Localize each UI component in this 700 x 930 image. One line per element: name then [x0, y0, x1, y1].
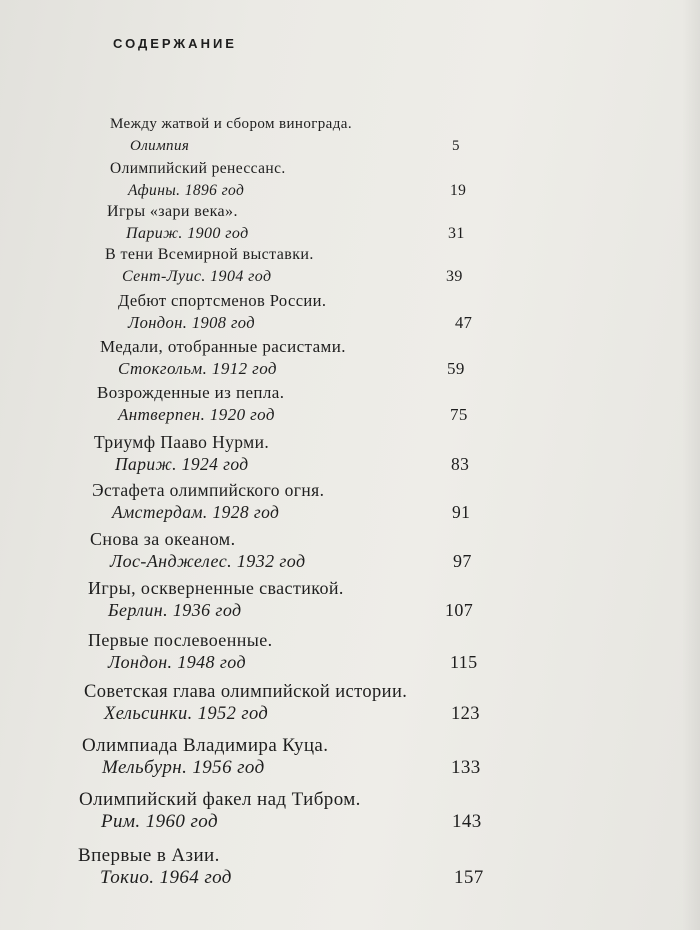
- toc-entry-title: Эстафета олимпийского огня.: [92, 480, 325, 500]
- toc-entry-place-year: Мельбурн. 1956 год: [102, 757, 265, 778]
- toc-entry-page-number: 83: [451, 454, 470, 474]
- toc-entry-page-number: 91: [452, 502, 471, 522]
- toc-entry-title: Советская глава олимпийской истории.: [84, 682, 408, 702]
- toc-entry: [0, 735, 700, 783]
- toc-entry: [0, 246, 700, 294]
- toc-entry: [0, 845, 700, 893]
- toc-entry-place-year: Афины. 1896 год: [128, 182, 245, 199]
- page-edge-shadow: [682, 0, 700, 930]
- toc-entry-page-number: 19: [450, 182, 467, 199]
- toc-entry-place-year: Олимпия: [130, 138, 190, 154]
- toc-entry: [0, 337, 700, 385]
- toc-entry-title: Впервые в Азии.: [78, 845, 220, 866]
- toc-entry-page-number: 115: [450, 652, 478, 672]
- toc-entry: [0, 116, 700, 164]
- toc-entry: [0, 789, 700, 837]
- toc-entry-page-number: 59: [447, 359, 465, 378]
- toc-entry-place-year: Лондон. 1908 год: [128, 313, 255, 332]
- toc-entry: [0, 383, 700, 431]
- toc-entry-title: Медали, отобранные расистами.: [100, 337, 346, 356]
- toc-entry-place-year: Токио. 1964 год: [100, 867, 232, 888]
- toc-entry-place-year: Стокгольм. 1912 год: [118, 359, 277, 378]
- toc-entry-title: В тени Всемирной выставки.: [105, 246, 314, 263]
- toc-entry-page-number: 123: [451, 704, 480, 724]
- toc-entry-place-year: Лос-Анджелес. 1932 год: [110, 551, 306, 571]
- toc-entry-title: Игры «зари века».: [107, 203, 238, 220]
- toc-entry-place-year: Сент-Луис. 1904 год: [122, 268, 272, 285]
- toc-entry: [0, 682, 700, 730]
- toc-entry-place-year: Амстердам. 1928 год: [112, 502, 280, 522]
- toc-entry-page-number: 31: [448, 225, 465, 242]
- toc-entry-title: Триумф Пааво Нурми.: [94, 432, 270, 452]
- toc-entry: [0, 291, 700, 339]
- toc-entry: [0, 432, 700, 480]
- toc-entry-title: Олимпиада Владимира Куца.: [82, 735, 329, 756]
- toc-entry-place-year: Лондон. 1948 год: [108, 652, 246, 672]
- toc-entry-page-number: 39: [446, 268, 463, 285]
- toc-entry-place-year: Антверпен. 1920 год: [118, 405, 275, 424]
- toc-entry-place-year: Берлин. 1936 год: [108, 600, 242, 620]
- toc-entry-title: Между жатвой и сбором винограда.: [110, 116, 352, 132]
- toc-entry-place-year: Рим. 1960 год: [101, 811, 218, 832]
- toc-entry: [0, 203, 700, 251]
- toc-entry-title: Возрожденные из пепла.: [97, 383, 285, 402]
- toc-entry-page-number: 5: [452, 138, 460, 154]
- toc-entry: [0, 160, 700, 208]
- toc-entry-title: Снова за океаном.: [90, 529, 236, 549]
- toc-entry: [0, 578, 700, 626]
- toc-entry-title: Игры, оскверненные свастикой.: [88, 578, 344, 598]
- toc-entry-page-number: 133: [451, 757, 481, 778]
- toc-entry-page-number: 97: [453, 551, 472, 571]
- toc-entry-title: Первые послевоенные.: [88, 630, 273, 650]
- toc-entry-title: Олимпийский ренессанс.: [110, 160, 286, 177]
- toc-entry-place-year: Париж. 1900 год: [126, 225, 249, 242]
- toc-entry: [0, 529, 700, 577]
- toc-entry-page-number: 47: [455, 313, 473, 332]
- toc-entry-page-number: 143: [452, 811, 482, 832]
- toc-entry-title: Дебют спортсменов России.: [118, 291, 327, 310]
- toc-entry: [0, 480, 700, 528]
- page-title: СОДЕРЖАНИЕ: [113, 36, 237, 51]
- toc-entry-place-year: Хельсинки. 1952 год: [104, 704, 269, 724]
- toc-entry-place-year: Париж. 1924 год: [115, 454, 249, 474]
- toc-entry-page-number: 107: [445, 600, 474, 620]
- toc-entry-page-number: 157: [454, 867, 484, 888]
- toc-entry: [0, 630, 700, 678]
- toc-entry-title: Олимпийский факел над Тибром.: [79, 789, 361, 810]
- toc-entry-page-number: 75: [450, 405, 468, 424]
